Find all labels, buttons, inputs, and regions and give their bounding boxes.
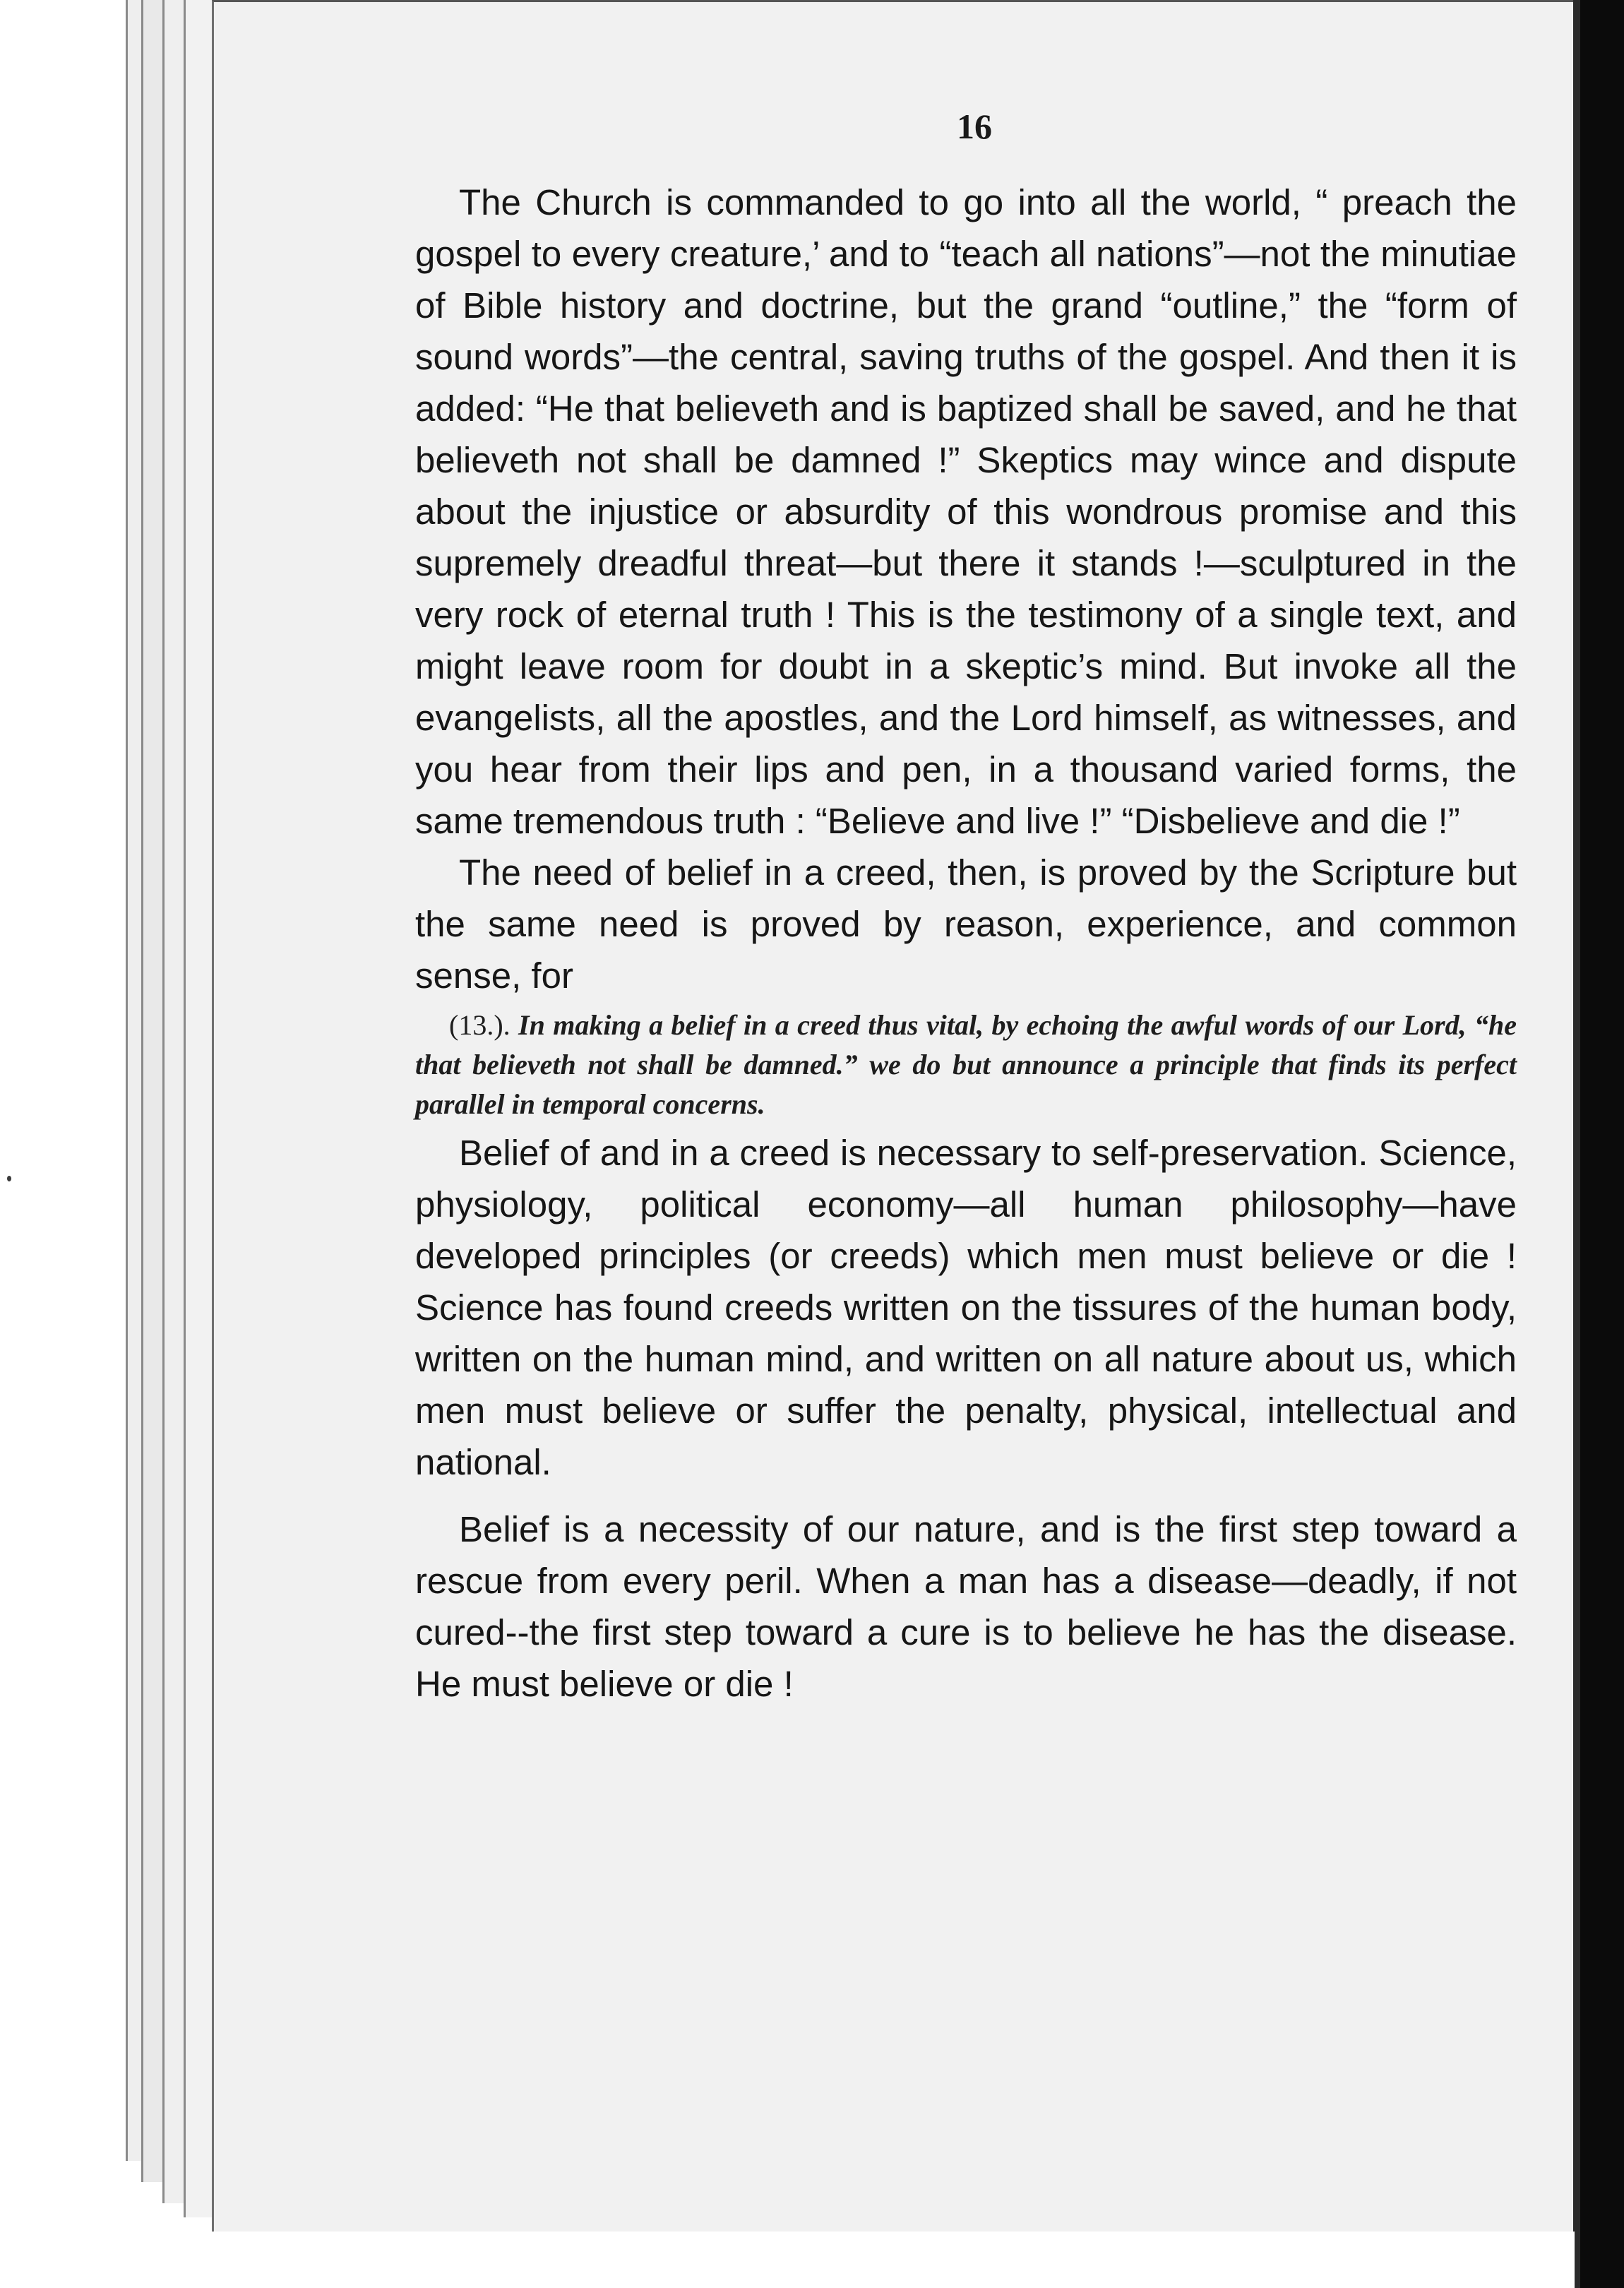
scan-speck — [7, 1176, 11, 1181]
page-stack-edge — [184, 0, 214, 2217]
page-stack-edge — [141, 0, 165, 2182]
page-stack-edge — [162, 0, 186, 2203]
note-text: In making a belief in a creed thus vital, by echoing the awful words of our Lord, “he that believeth not shall be damned.” we do but announce a principle that finds its perfect parallel in temporal concerns. — [415, 1009, 1517, 1120]
numbered-note — [415, 1006, 1517, 1124]
paragraph: Belief of and in a creed is necessary to self-preservation. Science, physiology, political economy—all human philosophy—have developed principles (or creeds) which men must believe or die ! Science has found creeds written on the tissures of the human body, written on the human mind, and written on all nature about us, which men must believe or suffer the penalty, physical, intellectual and national. — [415, 1133, 1517, 1482]
page-bottom-margin — [212, 2232, 1575, 2288]
body-text — [415, 177, 1517, 1710]
page-gutter-shadow — [1573, 0, 1624, 2288]
paragraph: Belief is a necessity of our nature, and is the first step toward a rescue from every peril. When a man has a disease—deadly, if not cured--the first step toward a cure is to believe he has the disease. He must believe or die ! — [415, 1509, 1517, 1704]
page-number: 16 — [957, 107, 992, 146]
paragraph: The Church is commanded to go into all the world, “ preach the gospel to every creature,’ and to “teach all nations”—not the minutiae of Bible history and doctrine, but the grand “outline,” the “form of sound words”—the central, saving truths of the gospel. And then it is added: “He that believeth and is baptized shall be saved, and he that believeth not shall be damned !” Skeptics may wince and dispute about the injustice or absurdity of this wondrous promise and this supremely dreadful threat—but there it stands !—sculptured in the very rock of eternal truth ! This is the testimony of a single text, and might leave room for doubt in a skeptic’s mind. But invoke all the evangelists, all the apostles, and the Lord himself, as witnesses, and you hear from their lips and pen, in a thousand varied forms, the same tremendous truth : “Believe and live !” “Disbelieve and die !” — [415, 182, 1517, 841]
note-marker: (13.). — [449, 1009, 511, 1041]
paragraph: The need of belief in a creed, then, is proved by the Scripture but the same need is proved by reason, experience, and common sense, for — [415, 852, 1517, 996]
